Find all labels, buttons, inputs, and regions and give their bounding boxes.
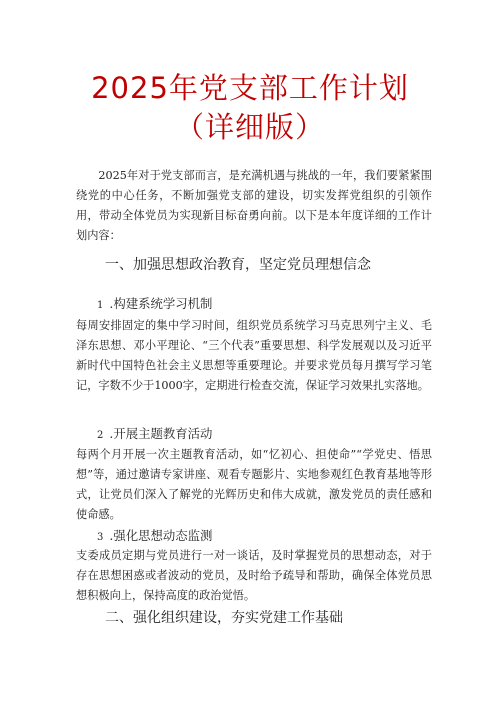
subsection-heading-2 <box>97 425 212 445</box>
subsection-body-1: 每周安排固定的集中学习时间，组织党员系统学习马克思列宁主义、毛泽东思想、邓小平理论、“三个代表”重要思想、科学发展观以及习近平新时代中国特色社会主义思想等重要理论。并要求党员每月撰写学习笔记，字数不少于1000字，定期进行检查交流，保证学习效果扎实落地。 <box>76 319 432 392</box>
subsection-title-3: .强化思想动态监测 <box>109 528 213 543</box>
subsection-heading-3 <box>97 527 212 547</box>
subsection-heading-1 <box>97 295 212 315</box>
section-heading-1: 一、加强思想政治教育，坚定党员理想信念 <box>105 257 371 273</box>
intro-paragraph: 2025年对于党支部而言，是充满机遇与挑战的一年，我们要紧紧围绕党的中心任务，不断加强党支部的建设，切实发挥党组织的引领作用，带动全体党员为实现新目标奋勇向前。以下是本年度详细的工作计划内容： <box>76 169 432 242</box>
subsection-body-3: 支委成员定期与党员进行一对一谈话，及时掌握党员的思想动态，对于存在思想困惑或者波动的党员，及时给予疏导和帮助，确保全体党员思想积极向上，保持高度的政治觉悟。 <box>76 549 432 602</box>
document-subtitle: （详细版） <box>174 110 325 144</box>
subsection-title-2: .开展主题教育活动 <box>109 426 213 441</box>
subsection-number-2: 2 <box>97 430 104 441</box>
document-title: 2025年党支部工作计划 <box>91 71 409 105</box>
subsection-number-3: 3 <box>97 532 104 543</box>
subsection-title-1: .构建系统学习机制 <box>109 296 213 311</box>
section-heading-2: 二、强化组织建设，夯实党建工作基础 <box>105 610 343 626</box>
subsection-body-2: 每两个月开展一次主题教育活动，如“忆初心、担使命”“学党史、悟思想”等，通过邀请专家讲座、观看专题影片、实地参观红色教育基地等形式，让党员们深入了解党的光辉历史和伟大成就，激发党员的责任感和使命感。 <box>76 448 432 521</box>
subsection-number-1: 1 <box>97 300 104 311</box>
